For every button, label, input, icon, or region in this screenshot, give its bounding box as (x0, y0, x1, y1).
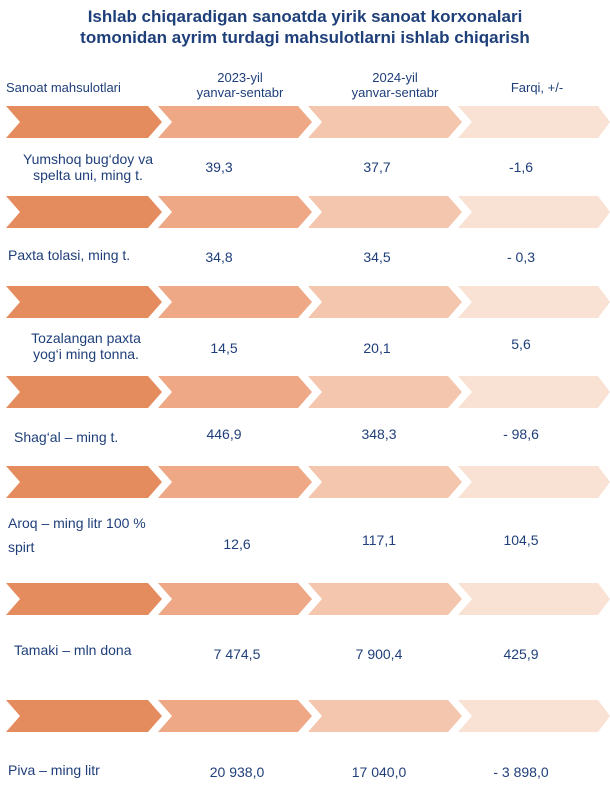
value-diff: 104,5 (503, 532, 539, 548)
arrow-segment-1 (6, 700, 162, 732)
arrow-band-1 (0, 104, 610, 140)
arrow-segment-2 (158, 583, 312, 615)
row-label-line-2: spirt (8, 539, 35, 555)
arrow-band-3 (0, 284, 610, 320)
arrow-segment-1 (6, 106, 162, 138)
arrow-segment-4 (458, 106, 610, 138)
row-label (8, 247, 178, 263)
arrow-band-7 (0, 698, 610, 734)
row-label-line-2: spelta uni, ming t. (33, 167, 143, 183)
arrow-segment-3 (308, 583, 462, 615)
row-label (8, 762, 178, 778)
arrow-segment-2 (158, 106, 312, 138)
row-label-line-1: Paxta tolasi, ming t. (8, 247, 131, 263)
arrow-band-2 (0, 194, 610, 230)
arrow-segment-4 (458, 700, 610, 732)
arrow-segment-2 (158, 196, 312, 228)
arrow-segment-2 (158, 376, 312, 408)
value-2023: 14,5 (210, 340, 238, 356)
row-label-line-1: Shag‘al – ming t. (14, 429, 119, 445)
arrow-segment-4 (458, 583, 610, 615)
arrow-segment-2 (158, 286, 312, 318)
arrow-segment-4 (458, 376, 610, 408)
arrow-segment-1 (6, 286, 162, 318)
header-2024 (320, 70, 470, 100)
value-2024: 20,1 (363, 340, 391, 356)
title-line-1: Ishlab chiqaradigan sanoatda yirik sanoat korxonalari (87, 7, 523, 26)
value-2024: 37,7 (363, 159, 391, 175)
header-2024-line-1: 2024-yil (372, 70, 418, 85)
row-label-line-1: Piva – ming litr (8, 762, 100, 778)
arrow-band-6 (0, 581, 610, 617)
value-2023: 20 938,0 (209, 764, 265, 780)
title-line-2: tomonidan ayrim turdagi mahsulotlarni ishlab chiqarish (80, 28, 530, 47)
arrow-segment-3 (308, 376, 462, 408)
value-diff: -1,6 (508, 159, 534, 175)
row-label-line-1: Tamaki – mln dona (14, 642, 132, 658)
value-2024: 348,3 (361, 426, 397, 442)
row-label-line-1: Yumshoq bug‘doy va (23, 151, 153, 167)
value-2023: 12,6 (223, 536, 251, 552)
value-diff: - 98,6 (503, 426, 539, 442)
arrow-segment-4 (458, 466, 610, 498)
value-diff: 425,9 (503, 646, 539, 662)
arrow-segment-3 (308, 700, 462, 732)
arrow-segment-2 (158, 700, 312, 732)
row-label (6, 330, 166, 362)
value-2024: 7 900,4 (355, 646, 403, 662)
row-label-line-1: Tozalangan paxta (31, 330, 141, 346)
value-2023: 446,9 (206, 426, 242, 442)
arrow-segment-1 (6, 583, 162, 615)
header-2024-line-2: yanvar-sentabr (351, 85, 439, 100)
header-product: Sanoat mahsulotlari (6, 80, 121, 95)
arrow-segment-4 (458, 286, 610, 318)
value-2024: 17 040,0 (351, 764, 407, 780)
row-label (14, 429, 184, 445)
value-2024: 117,1 (362, 532, 396, 548)
arrow-segment-3 (308, 286, 462, 318)
arrow-segment-1 (6, 376, 162, 408)
header-2023-line-1: 2023-yil (217, 70, 263, 85)
header-2023-line-2: yanvar-sentabr (196, 85, 284, 100)
value-2023: 39,3 (205, 159, 233, 175)
header-2023 (165, 70, 315, 100)
value-2024: 34,5 (363, 249, 391, 265)
value-diff: 5,6 (511, 336, 531, 352)
row-label-line-2: yog‘i ming tonna. (33, 346, 139, 362)
arrow-segment-3 (308, 196, 462, 228)
value-diff: - 3 898,0 (493, 764, 549, 780)
arrow-segment-3 (308, 106, 462, 138)
row-label (8, 151, 168, 183)
page-title (0, 6, 610, 48)
header-diff: Farqi, +/- (510, 80, 564, 95)
value-diff: - 0,3 (506, 249, 535, 265)
arrow-band-5 (0, 464, 610, 500)
arrow-segment-2 (158, 466, 312, 498)
row-label-line-1: Aroq – ming litr 100 % (8, 515, 146, 531)
value-2023: 7 474,5 (213, 646, 261, 662)
row-label (14, 642, 184, 658)
arrow-segment-1 (6, 466, 162, 498)
arrow-segment-3 (308, 466, 462, 498)
arrow-band-4 (0, 374, 610, 410)
arrow-segment-4 (458, 196, 610, 228)
arrow-segment-1 (6, 196, 162, 228)
value-2023: 34,8 (205, 249, 233, 265)
